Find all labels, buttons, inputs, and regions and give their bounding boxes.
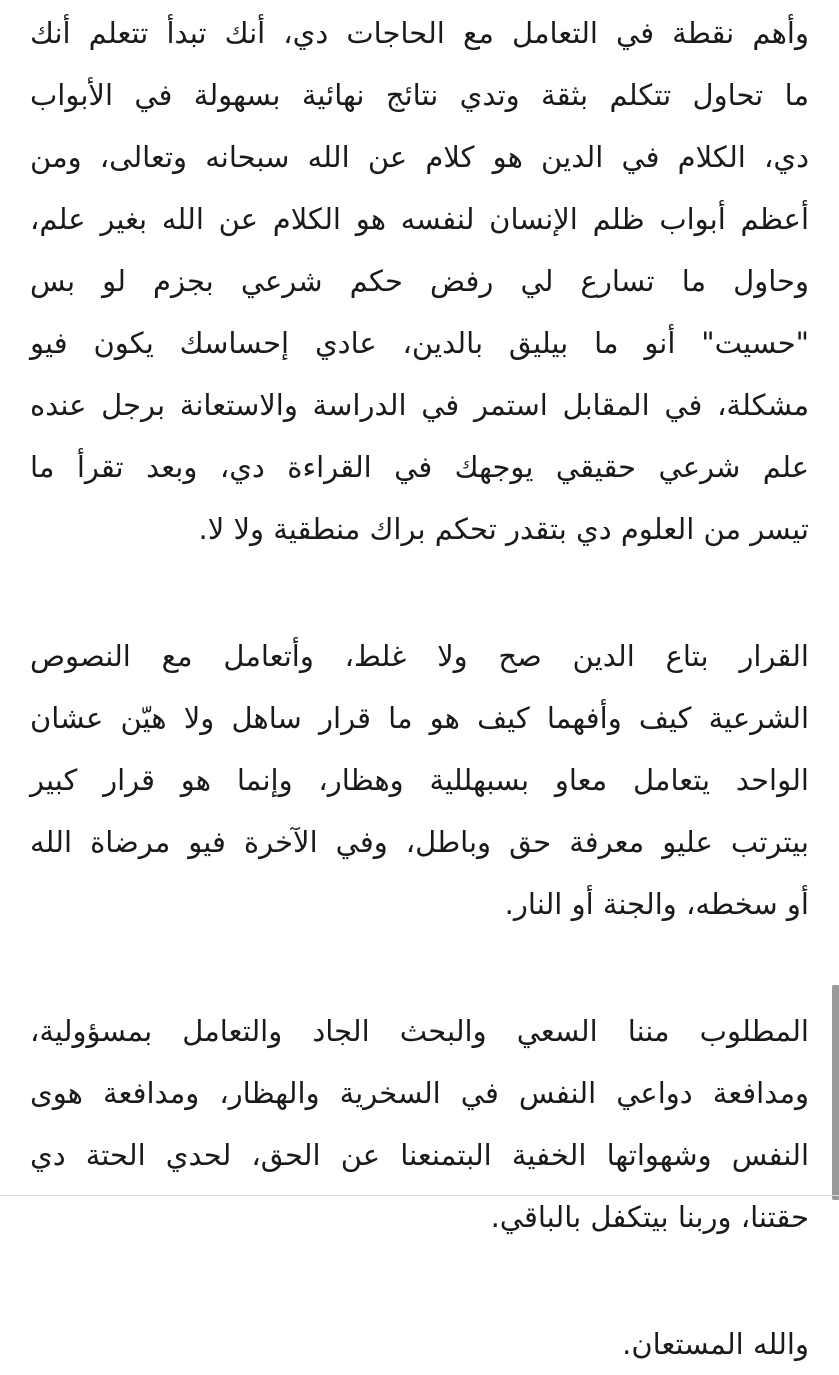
text-line: حقتنا، وربنا بيتكفل بالباقي. [490, 1200, 809, 1234]
scrollbar[interactable] [832, 985, 839, 1200]
text-line: وأهم نقطة في التعامل مع الحاجات دي، أنك تبدأ تتعلم أنك [30, 16, 809, 50]
text-line: أو سخطه، والجنة أو النار. [504, 887, 809, 921]
paragraph-4 [30, 1313, 809, 1375]
text-line: المطلوب مننا السعي والبحث الجاد والتعامل بمسؤولية، [30, 1014, 809, 1048]
paragraph-spacer [30, 935, 809, 1000]
paragraph-1 [30, 2, 809, 560]
text-line: "حسيت" أنو ما بيليق بالدين، عادي إحساسك يكون فيو [30, 326, 809, 360]
bottom-divider [0, 1195, 839, 1196]
text-line: وحاول ما تسارع لي رفض حكم شرعي بجزم لو بس [30, 264, 809, 298]
text-line: مشكلة، في المقابل استمر في الدراسة والاستعانة برجل عنده [30, 388, 809, 422]
text-line: ومدافعة دواعي النفس في السخرية والهظار، ومدافعة هوى [30, 1076, 809, 1110]
text-line: والله المستعان. [622, 1327, 809, 1361]
text-line: أعظم أبواب ظلم الإنسان لنفسه هو الكلام عن الله بغير علم، [30, 202, 809, 236]
paragraph-3 [30, 1000, 809, 1248]
text-line: الشرعية كيف وأفهما كيف هو ما قرار ساهل ولا هيّن عشان [30, 701, 809, 735]
text-line: دي، الكلام في الدين هو كلام عن الله سبحانه وتعالى، ومن [30, 140, 809, 174]
paragraph-spacer [30, 560, 809, 625]
paragraph-spacer [30, 1248, 809, 1313]
text-line: الواحد يتعامل معاو بسبهللية وهظار، وإنما هو قرار كبير [30, 763, 809, 797]
text-line: علم شرعي حقيقي يوجهك في القراءة دي، وبعد تقرأ ما [30, 450, 809, 484]
text-line: بيترتب عليو معرفة حق وباطل، وفي الآخرة فيو مرضاة الله [30, 825, 809, 859]
text-line: ما تحاول تتكلم بثقة وتدي نتائج نهائية بسهولة في الأبواب [30, 78, 809, 112]
text-line: تيسر من العلوم دي بتقدر تحكم براك منطقية ولا لا. [198, 512, 809, 546]
text-line: القرار بتاع الدين صح ولا غلط، وأتعامل مع النصوص [30, 639, 809, 673]
paragraph-2 [30, 625, 809, 935]
text-line: النفس وشهواتها الخفية البتمنعنا عن الحق، لحدي الحتة دي [30, 1138, 809, 1172]
